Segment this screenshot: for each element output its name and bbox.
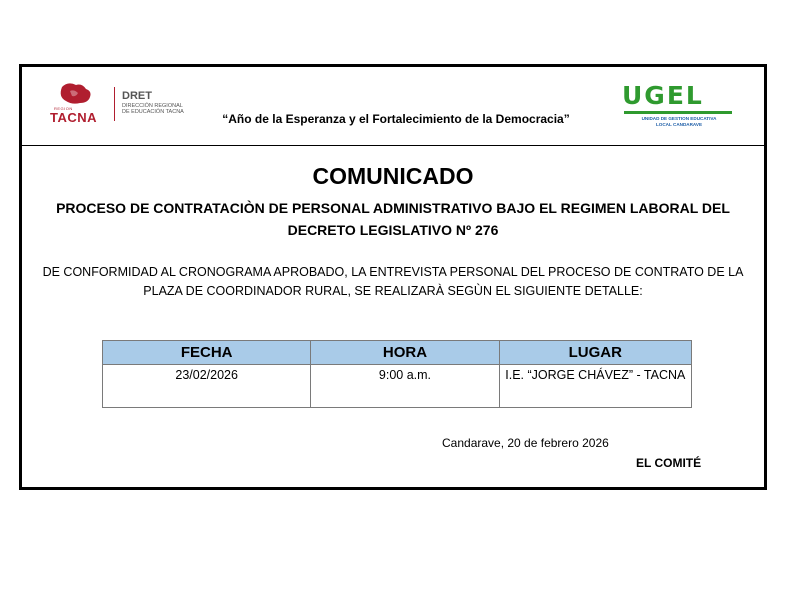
cell-lugar: I.E. “JORGE CHÁVEZ” - TACNA — [499, 365, 691, 408]
document-subtitle — [46, 197, 740, 241]
column-header-fecha: FECHA — [103, 341, 311, 365]
ugel-brand: UGEL — [622, 81, 704, 110]
dret-subtitle-line-2: DE EDUCACIÓN TACNA — [122, 109, 184, 115]
dret-subtitle-line-1: DIRECCIÓN REGIONAL — [122, 103, 183, 109]
cell-hora: 9:00 a.m. — [311, 365, 499, 408]
dret-title: DRET — [122, 90, 152, 102]
document-frame — [19, 64, 767, 490]
document-title: COMUNICADO — [312, 163, 474, 189]
signer: EL COMITÉ — [636, 456, 702, 470]
subtitle-line-2: DECRETO LEGISLATIVO Nº 276 — [287, 222, 499, 238]
header-divider — [22, 145, 764, 146]
place-and-date: Candarave, 20 de febrero 2026 — [442, 436, 609, 450]
body-paragraph — [36, 263, 750, 301]
schedule-table — [102, 340, 692, 408]
ugel-subtitle — [624, 116, 734, 127]
table-header-row — [103, 341, 692, 365]
year-motto: “Año de la Esperanza y el Fortalecimiento de la Democracia” — [222, 112, 570, 126]
region-label: REGION — [54, 106, 73, 111]
table-row — [103, 365, 692, 408]
ugel-subtitle-line-2: LOCAL CANDARAVE — [655, 121, 703, 127]
column-header-lugar: LUGAR — [499, 341, 691, 365]
body-line-1: DE CONFORMIDAD AL CRONOGRAMA APROBADO, LA ENTREVISTA PERSONAL DEL PROCESO DE CONTRATO DE LA — [42, 265, 744, 279]
ugel-logo — [622, 81, 738, 129]
body-line-2: PLAZA DE COORDINADOR RURAL, SE REALIZARÀ SEGÙN EL SIGUIENTE DETALLE: — [143, 284, 643, 298]
cell-fecha: 23/02/2026 — [103, 365, 311, 408]
ugel-underline — [624, 111, 732, 114]
tacna-brand: TACNA — [50, 110, 98, 125]
column-header-hora: HORA — [311, 341, 499, 365]
logo-divider — [114, 87, 115, 121]
subtitle-line-1: PROCESO DE CONTRATACIÒN DE PERSONAL ADMINISTRATIVO BAJO EL REGIMEN LABORAL DEL — [56, 200, 730, 216]
ugel-subtitle-line-1: UNIDAD DE GESTION EDUCATIVA — [641, 116, 717, 121]
